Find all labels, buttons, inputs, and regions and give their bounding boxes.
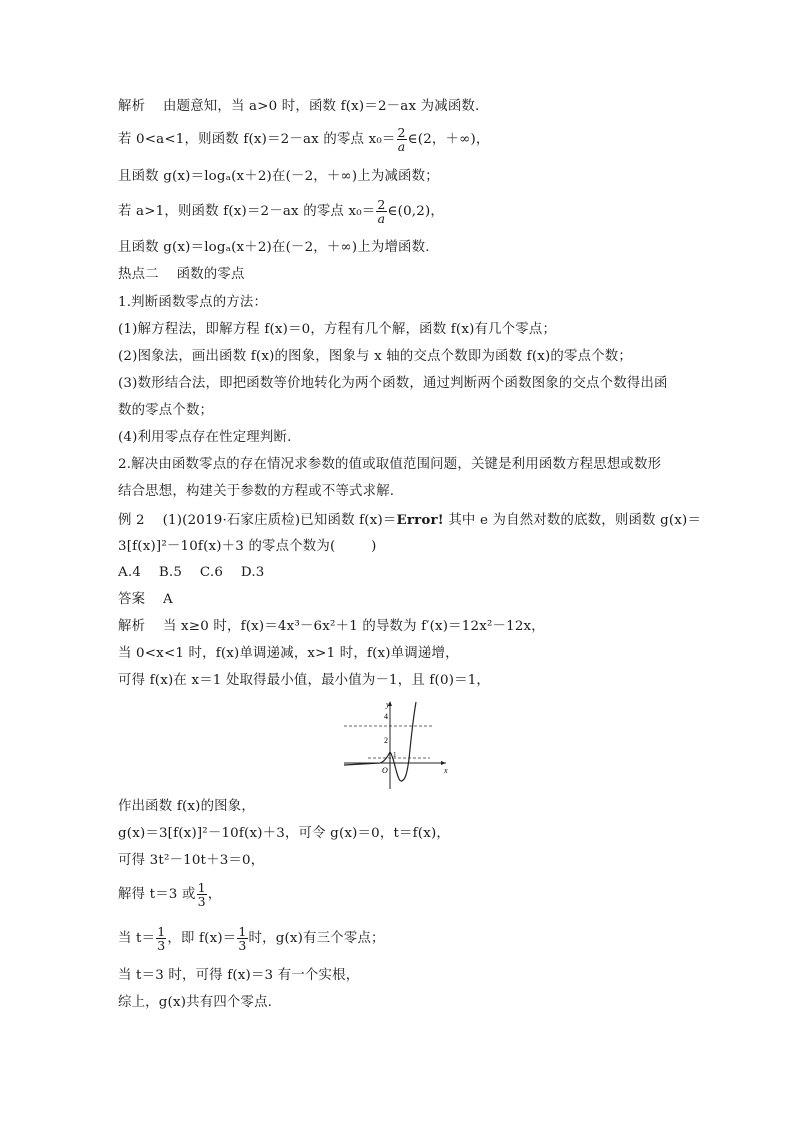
origin-label: O <box>382 766 388 775</box>
method-item-4: (4)利用零点存在性定理判断. <box>118 430 292 445</box>
analysis-line-5: g(x)＝3[f(x)]²－10f(x)＋3，可令 g(x)＝0，t＝f(x)， <box>118 826 450 841</box>
analysis-line-8: 当 t＝ $\frac{1}{3}$ ，即 f(x)＝ $\frac{1}{3}$ 时，g(x)有三个零点； <box>118 924 385 953</box>
analysis-line-9: 当 t＝3 时，可得 f(x)＝3 有一个实根， <box>118 968 360 983</box>
analysis-line-1: 解析 当 x≥0 时，f(x)＝4x³－6x²＋1 的导数为 f′(x)＝12x²－12x， <box>118 619 545 634</box>
solution-line-1: 解析 由题意知，当 a>0 时，函数 f(x)＝2－ax 为减函数. <box>118 99 480 114</box>
analysis-line-6: 可得 3t²－10t＋3＝0， <box>118 853 265 868</box>
tick-label-1: 1 <box>393 751 397 759</box>
method-heading: 1.判断函数零点的方法： <box>118 295 268 310</box>
y-axis-label: y <box>386 700 390 709</box>
example-line-1: 例 2 (1)(2019·石家庄质检)已知函数 f(x)＝Error! 其中 e 为自然对数的底数，则函数 g(x)＝ <box>118 512 702 528</box>
analysis-line-7: 解得 t＝3 或 $\frac{1}{3}$ ， <box>118 880 222 909</box>
solution-line-4: 若 a>1，则函数 f(x)＝2－ax 的零点 x₀＝ $\frac{2}{a}$ ∈(0,2)， <box>118 197 444 226</box>
fraction-one-third: $\frac{1}{3}$ <box>197 880 206 909</box>
analysis-conclusion: 综上，g(x)共有四个零点. <box>118 995 273 1010</box>
x-axis-arrow <box>441 761 446 765</box>
example-line-2: 3[f(x)]²－10f(x)＋3 的零点个数为( ) <box>118 539 377 554</box>
tick-label-2: 2 <box>384 736 388 745</box>
method-item-1: (1)解方程法，即解方程 f(x)＝0，方程有几个解，函数 f(x)有几个零点； <box>118 322 557 337</box>
solution-line-2: 若 0<a<1，则函数 f(x)＝2－ax 的零点 x₀＝ $\frac{2}{a}$ ∈(2，＋∞)， <box>118 125 490 154</box>
section-heading: 热点二 函数的零点 <box>118 267 245 282</box>
fraction-one-third: $\frac{1}{3}$ <box>238 924 247 953</box>
answer-options: A.4 B.5 C.6 D.3 <box>118 565 265 580</box>
method-item-3-cont: 数的零点个数； <box>118 403 214 418</box>
x-axis-label: x <box>444 766 448 775</box>
analysis-line-4: 作出函数 f(x)的图象， <box>118 799 255 814</box>
fraction-2-over-a: $\frac{2}{a}$ <box>377 197 386 226</box>
fraction-one-third: $\frac{1}{3}$ <box>157 924 166 953</box>
answer-line: 答案 A <box>118 592 173 607</box>
method-2-line-2: 结合思想，构建关于参数的方程或不等式求解. <box>118 484 395 499</box>
method-item-3: (3)数形结合法，即把函数等价地转化为两个函数，通过判断两个函数图象的交点个数得出函 <box>118 376 668 391</box>
method-item-2: (2)图象法，画出函数 f(x)的图象，图象与 x 轴的交点个数即为函数 f(x)的零点个数； <box>118 349 632 364</box>
function-curve <box>344 702 416 781</box>
solution-line-3: 且函数 g(x)＝logₐ(x＋2)在(－2，＋∞)上为减函数； <box>118 169 439 184</box>
analysis-line-3: 可得 f(x)在 x＝1 处取得最小值，最小值为－1，且 f(0)＝1， <box>118 673 491 688</box>
solution-line-5: 且函数 g(x)＝logₐ(x＋2)在(－2，＋∞)上为增函数. <box>118 240 430 255</box>
analysis-line-2: 当 0<x<1 时，f(x)单调递减，x>1 时，f(x)单调递增， <box>118 646 459 661</box>
method-2-line-1: 2.解决由函数零点的存在情况求参数的值或取值范围问题，关键是利用函数方程思想或数形 <box>118 457 662 472</box>
fraction-2-over-a: $\frac{2}{a}$ <box>397 125 406 154</box>
tick-label-4: 4 <box>384 712 388 721</box>
function-graph-figure <box>340 699 452 791</box>
